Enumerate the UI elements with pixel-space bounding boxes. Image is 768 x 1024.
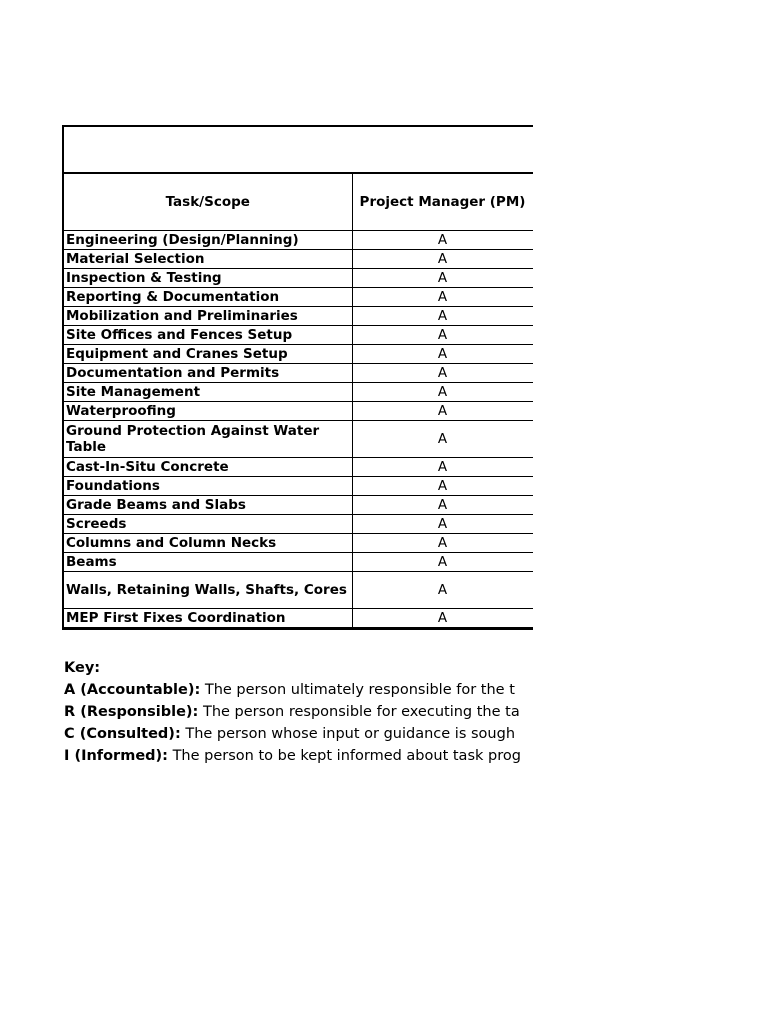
table-row (63, 326, 533, 345)
task-cell: Site Offices and Fences Setup (63, 326, 352, 345)
key-item (64, 723, 533, 745)
task-cell: Beams (63, 553, 352, 572)
key-description: The person to be kept informed about task prog (172, 748, 521, 764)
table-row (63, 477, 533, 496)
table-row (63, 383, 533, 402)
table-row (63, 402, 533, 421)
task-cell: Site Management (63, 383, 352, 402)
key-item (64, 745, 533, 767)
pm-cell: A (352, 345, 533, 364)
table-row (63, 534, 533, 553)
task-cell: Grade Beams and Slabs (63, 496, 352, 515)
task-cell: Waterproofing (63, 402, 352, 421)
table-row (63, 553, 533, 572)
key-description: The person whose input or guidance is sough (185, 726, 516, 742)
pm-cell: A (352, 553, 533, 572)
pm-cell: A (352, 288, 533, 307)
table-row (63, 572, 533, 609)
raci-matrix-table (62, 125, 533, 630)
pm-cell: A (352, 307, 533, 326)
table-row (63, 250, 533, 269)
key-item (64, 679, 533, 701)
header-project-manager: Project Manager (PM) (352, 173, 533, 231)
task-cell: Material Selection (63, 250, 352, 269)
pm-cell: A (352, 458, 533, 477)
table-title (63, 126, 533, 173)
table-row (63, 421, 533, 458)
task-cell: Equipment and Cranes Setup (63, 345, 352, 364)
task-cell: Documentation and Permits (63, 364, 352, 383)
pm-cell: A (352, 383, 533, 402)
table-header-row (63, 173, 533, 231)
task-cell: Ground Protection Against Water Table (63, 421, 352, 458)
pm-cell: A (352, 477, 533, 496)
key-items (64, 679, 533, 767)
table-row (63, 515, 533, 534)
key-item (64, 701, 533, 723)
task-cell: Mobilization and Preliminaries (63, 307, 352, 326)
pm-cell: A (352, 326, 533, 345)
table-row (63, 345, 533, 364)
key-term: C (Consulted): (64, 726, 181, 742)
table-row (63, 364, 533, 383)
pm-cell: A (352, 609, 533, 629)
task-cell: Foundations (63, 477, 352, 496)
task-cell: Cast-In-Situ Concrete (63, 458, 352, 477)
raci-matrix-sheet (62, 125, 533, 630)
raci-key (64, 657, 533, 767)
pm-cell: A (352, 534, 533, 553)
key-term: A (Accountable): (64, 682, 201, 698)
pm-cell: A (352, 269, 533, 288)
table-row (63, 307, 533, 326)
task-cell: Walls, Retaining Walls, Shafts, Cores (63, 572, 352, 609)
pm-cell: A (352, 572, 533, 609)
pm-cell: A (352, 421, 533, 458)
table-row (63, 269, 533, 288)
header-task-scope: Task/Scope (63, 173, 352, 231)
table-row (63, 609, 533, 629)
key-description: The person ultimately responsible for the t (204, 682, 515, 698)
key-term: I (Informed): (64, 748, 168, 764)
task-cell: Columns and Column Necks (63, 534, 352, 553)
table-row (63, 231, 533, 250)
task-cell: Engineering (Design/Planning) (63, 231, 352, 250)
pm-cell: A (352, 496, 533, 515)
pm-cell: A (352, 231, 533, 250)
key-title: Key: (64, 660, 101, 676)
key-term: R (Responsible): (64, 704, 199, 720)
pm-cell: A (352, 250, 533, 269)
table-title-row (63, 126, 533, 173)
table-row (63, 288, 533, 307)
table-row (63, 496, 533, 515)
task-cell: Screeds (63, 515, 352, 534)
task-cell: MEP First Fixes Coordination (63, 609, 352, 629)
task-cell: Inspection & Testing (63, 269, 352, 288)
pm-cell: A (352, 402, 533, 421)
table-row (63, 458, 533, 477)
pm-cell: A (352, 364, 533, 383)
pm-cell: A (352, 515, 533, 534)
key-description: The person responsible for executing the ta (202, 704, 520, 720)
task-cell: Reporting & Documentation (63, 288, 352, 307)
